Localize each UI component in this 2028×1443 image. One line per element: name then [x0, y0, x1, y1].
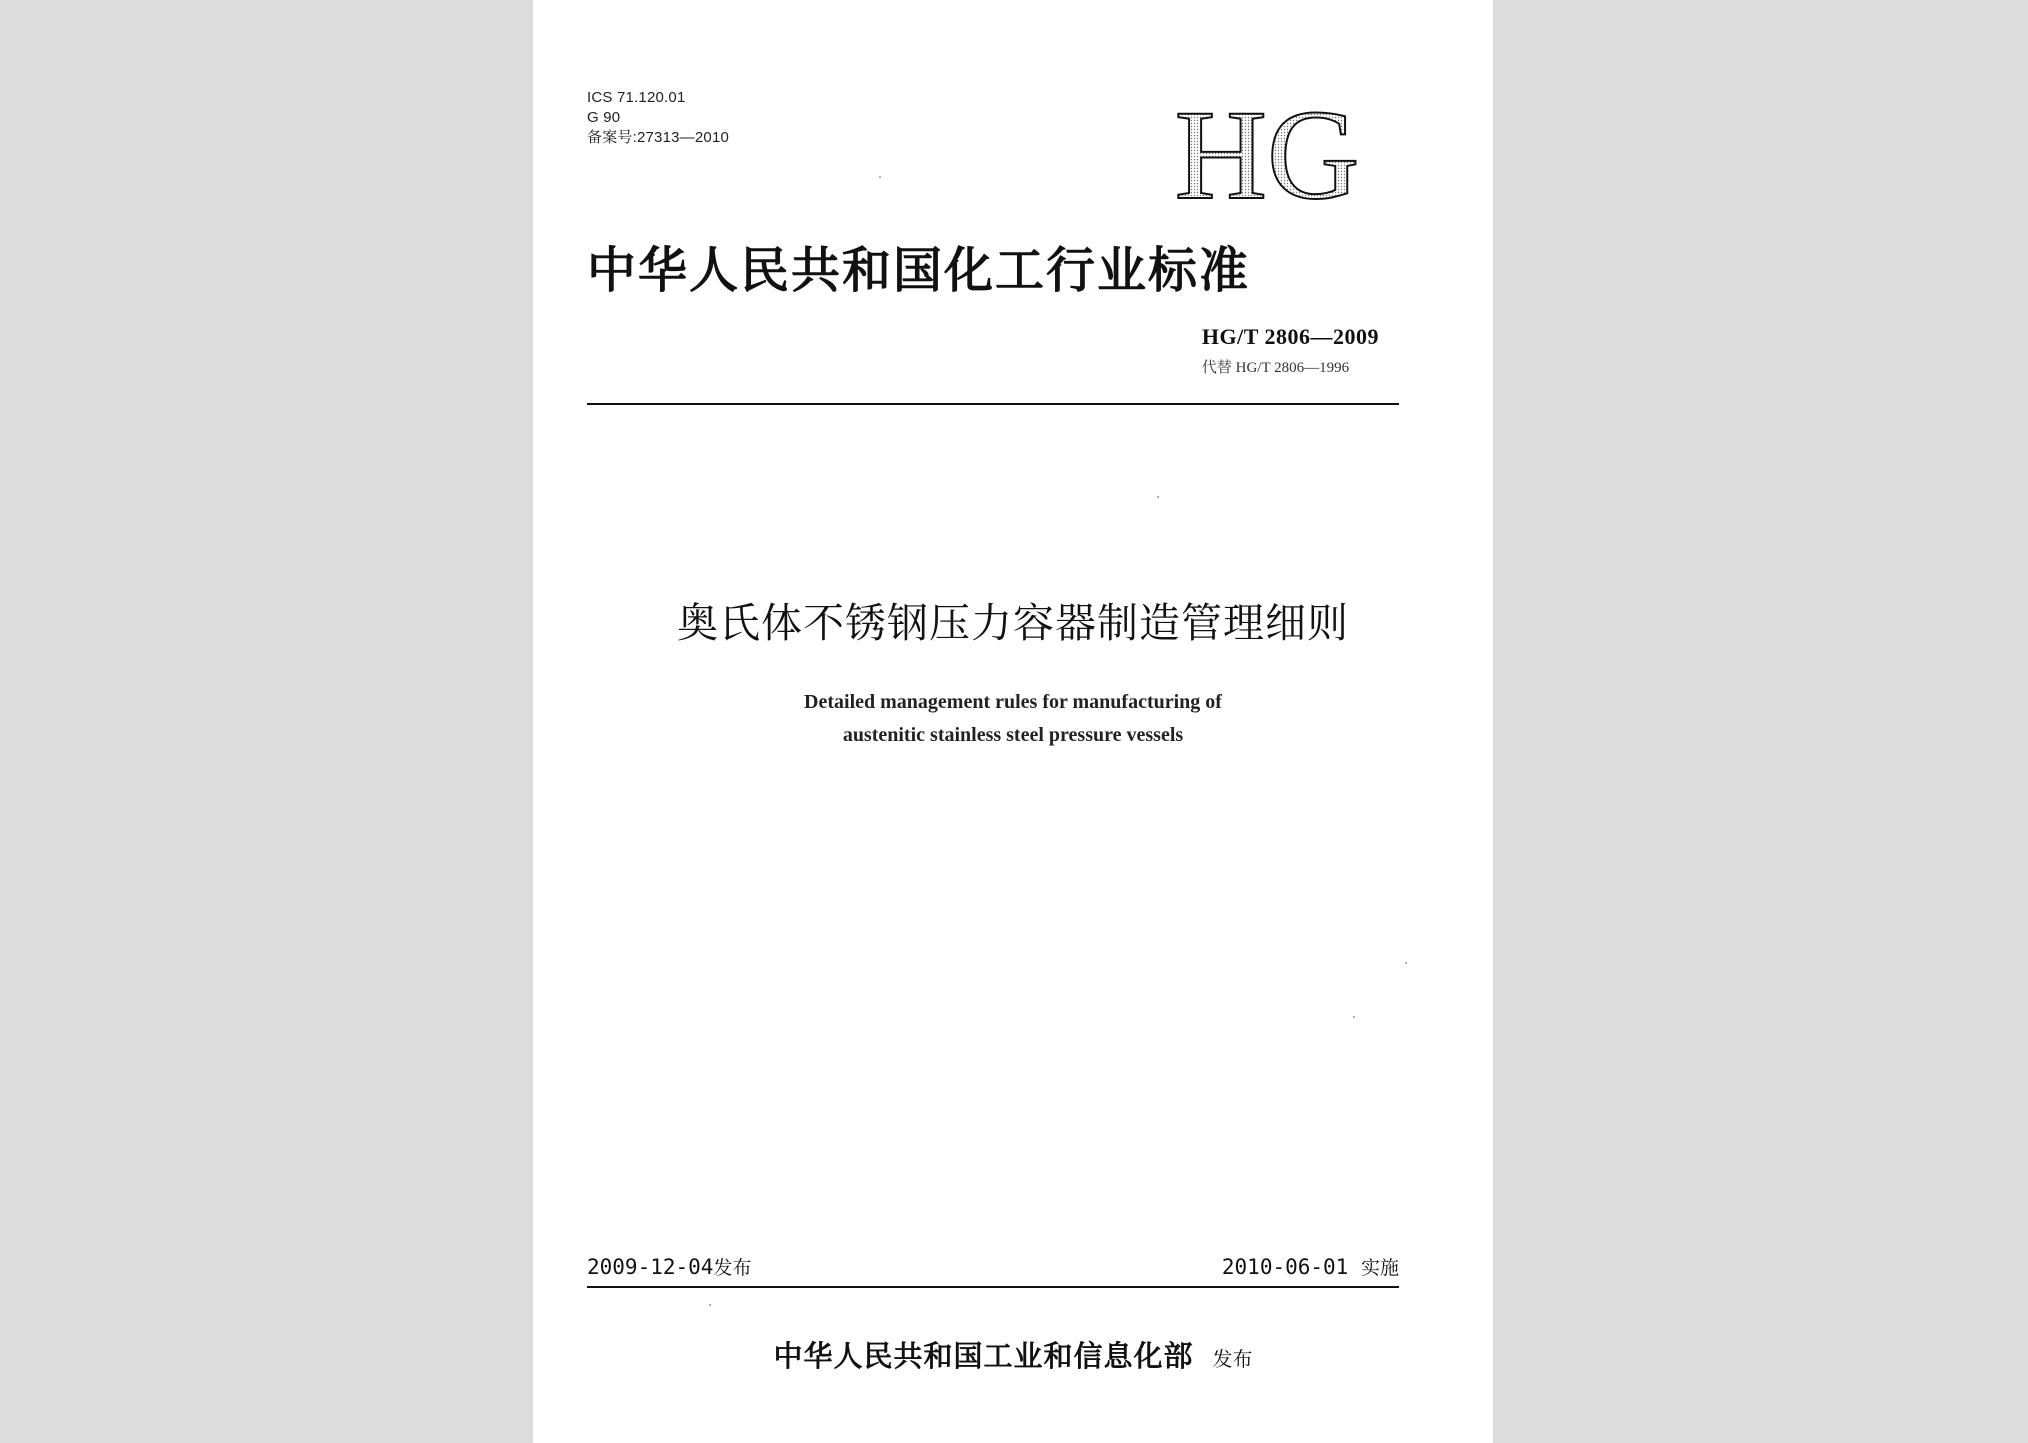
- replaces-code: 代替 HG/T 2806—1996: [1201, 360, 1350, 376]
- document-title-cn: 奥氏体不锈钢压力容器制造管理细则: [677, 599, 1349, 647]
- document-title-en: [533, 686, 1493, 752]
- effective-suffix: 实施: [1360, 1257, 1399, 1279]
- classification-block: [587, 88, 729, 148]
- hg-logo-text: HG: [1174, 86, 1360, 216]
- filing-number: 备案号:27313—2010: [587, 129, 730, 146]
- issue-date: 2009-12-04: [587, 1255, 714, 1279]
- issue-date-block: [587, 1253, 751, 1280]
- date-row: [587, 1253, 1399, 1283]
- publisher-action: 发布: [1212, 1347, 1253, 1371]
- standard-code: HG/T 2806—2009: [1201, 324, 1379, 349]
- ics-code: ICS 71.120.01: [587, 89, 686, 106]
- publisher-name: 中华人民共和国工业和信息化部: [773, 1339, 1194, 1373]
- issue-suffix: 发布: [713, 1257, 752, 1279]
- scan-speck: [1405, 962, 1407, 964]
- publisher-line: [533, 1334, 1493, 1375]
- hg-logo: [1157, 86, 1377, 216]
- scan-speck: [1157, 496, 1159, 498]
- effective-date: 2010-06-01: [1221, 1255, 1349, 1279]
- title-en-line-2: austenitic stainless steel pressure vessels: [842, 724, 1184, 746]
- top-divider: [587, 403, 1399, 405]
- standard-code-block: [1202, 324, 1379, 377]
- ccs-code: G 90: [587, 109, 621, 126]
- effective-date-block: [1222, 1253, 1399, 1280]
- scan-speck: [709, 1304, 711, 1306]
- document-page: [533, 0, 1493, 1443]
- title-en-line-1: Detailed management rules for manufacturing of: [804, 691, 1222, 713]
- scan-speck: [879, 176, 881, 178]
- bottom-divider: [587, 1286, 1399, 1288]
- scan-speck: [1353, 1016, 1355, 1018]
- standard-type-heading: 中华人民共和国化工行业标准: [587, 242, 1251, 299]
